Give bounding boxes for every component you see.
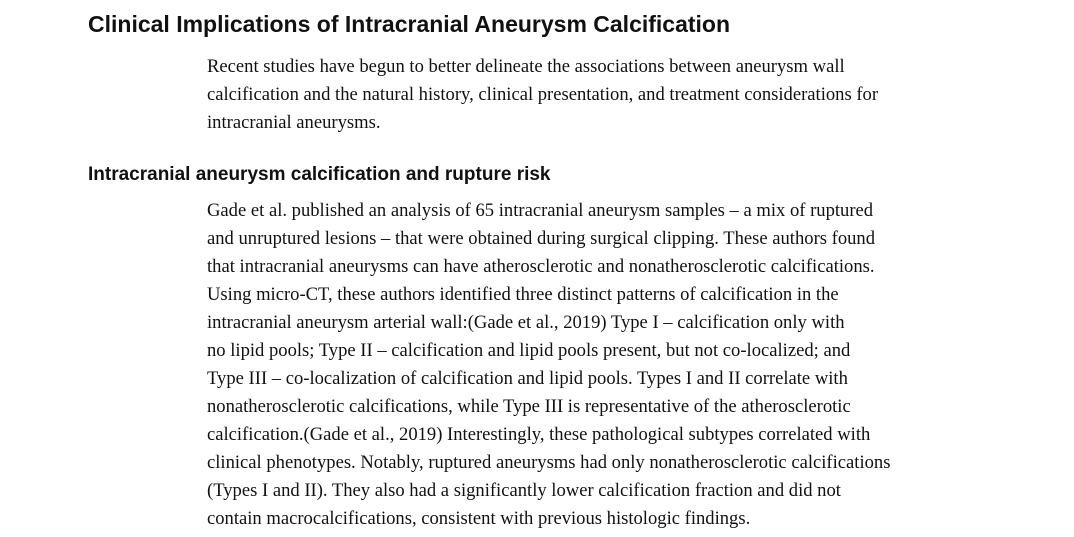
- section-line-8: nonatherosclerotic calcifications, while Type III is representative of the atherosclerotic: [207, 396, 851, 417]
- section-line-7: Type III – co-localization of calcification and lipid pools. Types I and II correlate with: [207, 368, 848, 389]
- intro-line-3: intracranial aneurysms.: [207, 112, 381, 133]
- section-line-10: clinical phenotypes. Notably, ruptured aneurysms had only nonatherosclerotic calcifications: [207, 452, 891, 473]
- section-line-2: and unruptured lesions – that were obtained during surgical clipping. These authors found: [207, 228, 876, 249]
- section-line-9: calcification.(Gade et al., 2019) Interestingly, these pathological subtypes correlated with: [207, 424, 871, 445]
- intro-line-2: calcification and the natural history, clinical presentation, and treatment considerations for: [207, 84, 879, 105]
- intro-paragraph: [207, 53, 878, 137]
- section-paragraph: [207, 197, 890, 533]
- section-line-3: that intracranial aneurysms can have atherosclerotic and nonatherosclerotic calcifications.: [207, 256, 875, 277]
- page-title: Clinical Implications of Intracranial Aneurysm Calcification: [88, 11, 731, 37]
- section-line-1: Gade et al. published an analysis of 65 intracranial aneurysm samples – a mix of ruptured: [207, 200, 874, 221]
- section-heading: Intracranial aneurysm calcification and rupture risk: [88, 164, 551, 185]
- section-line-4: Using micro-CT, these authors identified three distinct patterns of calcification in the: [207, 284, 839, 305]
- section-line-5: intracranial aneurysm arterial wall:(Gade et al., 2019) Type I – calcification only with: [207, 312, 845, 333]
- section-line-6: no lipid pools; Type II – calcification and lipid pools present, but not co-localized; and: [207, 340, 851, 361]
- section-line-11: (Types I and II). They also had a significantly lower calcification fraction and did not: [207, 480, 841, 501]
- intro-line-1: Recent studies have begun to better delineate the associations between aneurysm wall: [207, 56, 845, 77]
- section-line-12: contain macrocalcifications, consistent with previous histologic findings.: [207, 508, 751, 529]
